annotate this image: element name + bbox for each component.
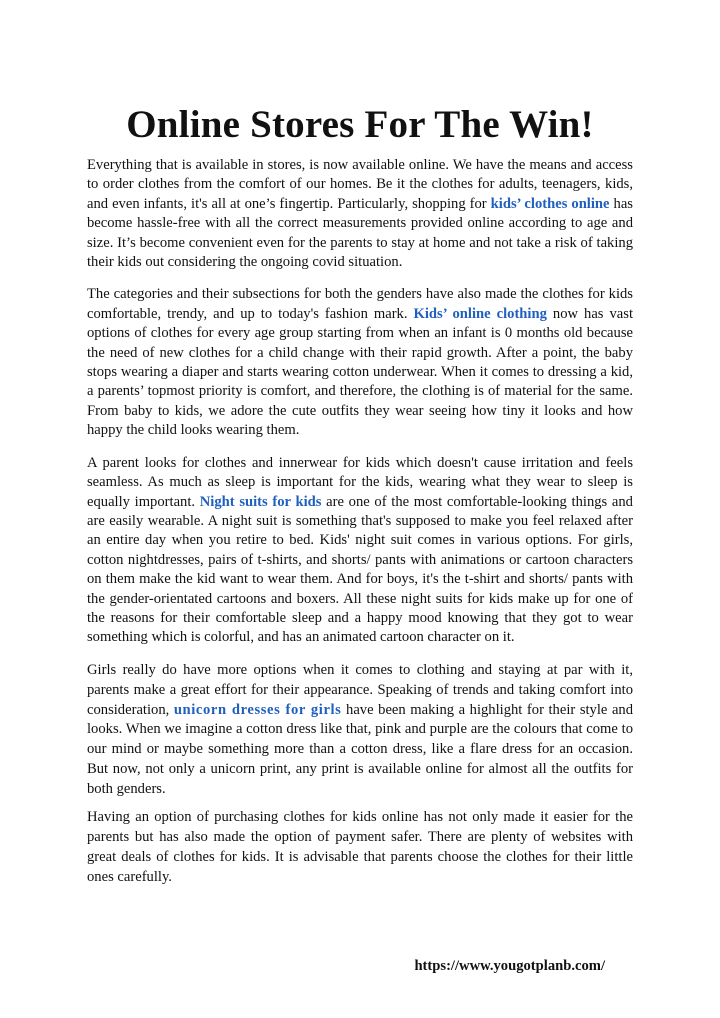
page-title: Online Stores For The Win! (126, 103, 594, 146)
paragraph-3 (87, 454, 633, 648)
paragraph-4 (87, 661, 633, 800)
paragraph-1-text-after: has become hassle-free with all the correct measurements provided online according to age and size. It’s become convenient even for the parents to stay at home and not take a risk of taking their kids out considering the ongoing covid situation. (87, 195, 633, 271)
kids-online-clothing-link[interactable]: Kids’ online clothing (413, 305, 547, 322)
kids-clothes-online-link[interactable]: kids’ clothes online (490, 195, 610, 212)
document-page (87, 0, 633, 888)
paragraph-3-text-after: are one of the most comfortable-looking things and are easily wearable. A night suit is something that's supposed to make you feel relaxed after an entire day when you retire to bed. Kids' night suit comes in various options. For girls, cotton nightdresses, pairs of t-shirts, and shorts/ pants with animations or cartoon characters on them make the kid want to wear them. And for boys, it's the t-shirt and shorts/ pants with the gender-orientated cartoons and boxers. All these night suits for kids make up for one of the reasons for their comfortable sleep and a happy mood knowing that they got to wear something which is colorful, and has an animated cartoon character on it. (87, 493, 633, 646)
paragraph-1-text-before: Everything that is available in stores, is now available online. We have the means and access to order clothes from the comfort of our homes. Be it the clothes for adults, teenagers, kids, and even infants, it's all at one’s fingertip. Particularly, shopping for (87, 157, 633, 212)
unicorn-dresses-for-girls-link[interactable]: unicorn dresses for girls (173, 701, 342, 718)
paragraph-5: Having an option of purchasing clothes for kids online has not only made it easier for the parents but has also made the option of payment safer. There are plenty of websites with great deals of clothes for kids. It is advisable that parents choose the clothes for their little ones carefully. (87, 809, 633, 885)
paragraph-1 (87, 156, 633, 272)
paragraph-2-text-after: now has vast options of clothes for every age group starting from when an infant is 0 months old because the need of new clothes for a child change with their rapid growth. After a point, the baby stops wearing a diaper and starts wearing cotton underwear. When it comes to dressing a kid, a parents’ topmost priority is comfort, and therefore, the clothing is of material for the same. From baby to kids, we adore the cute outfits they wear seeing how tiny it looks and how happy the child looks wearing them. (87, 305, 633, 439)
paragraph-2 (87, 285, 633, 440)
paragraph-3-text-before: A parent looks for clothes and innerwear for kids which doesn't cause irritation and feels seamless. As much as sleep is important for the kids, wearing what they wear to sleep is equally important. (87, 454, 633, 510)
paragraph-4-text-after: have been making a highlight for their style and looks. When we imagine a cotton dress like that, pink and purple are the colours that come to our mind or maybe something more than a cotton dress, like a flare dress for an occasion. But now, not only a unicorn print, any print is available online for almost all the outfits for both genders. (87, 701, 634, 798)
paragraph-4-text-before: Girls really do have more options when it comes to clothing and staying at par with it, parents make a great effort for their appearance. Speaking of trends and taking comfort into consideration, (87, 661, 633, 718)
footer-website-link[interactable]: https://www.yougotplanb.com/ (414, 958, 605, 974)
night-suits-for-kids-link[interactable]: Night suits for kids (199, 493, 322, 510)
paragraph-2-text-before: The categories and their subsections for both the genders have also made the clothes for kids comfortable, trendy, and up to today's fashion mark. (87, 286, 633, 322)
